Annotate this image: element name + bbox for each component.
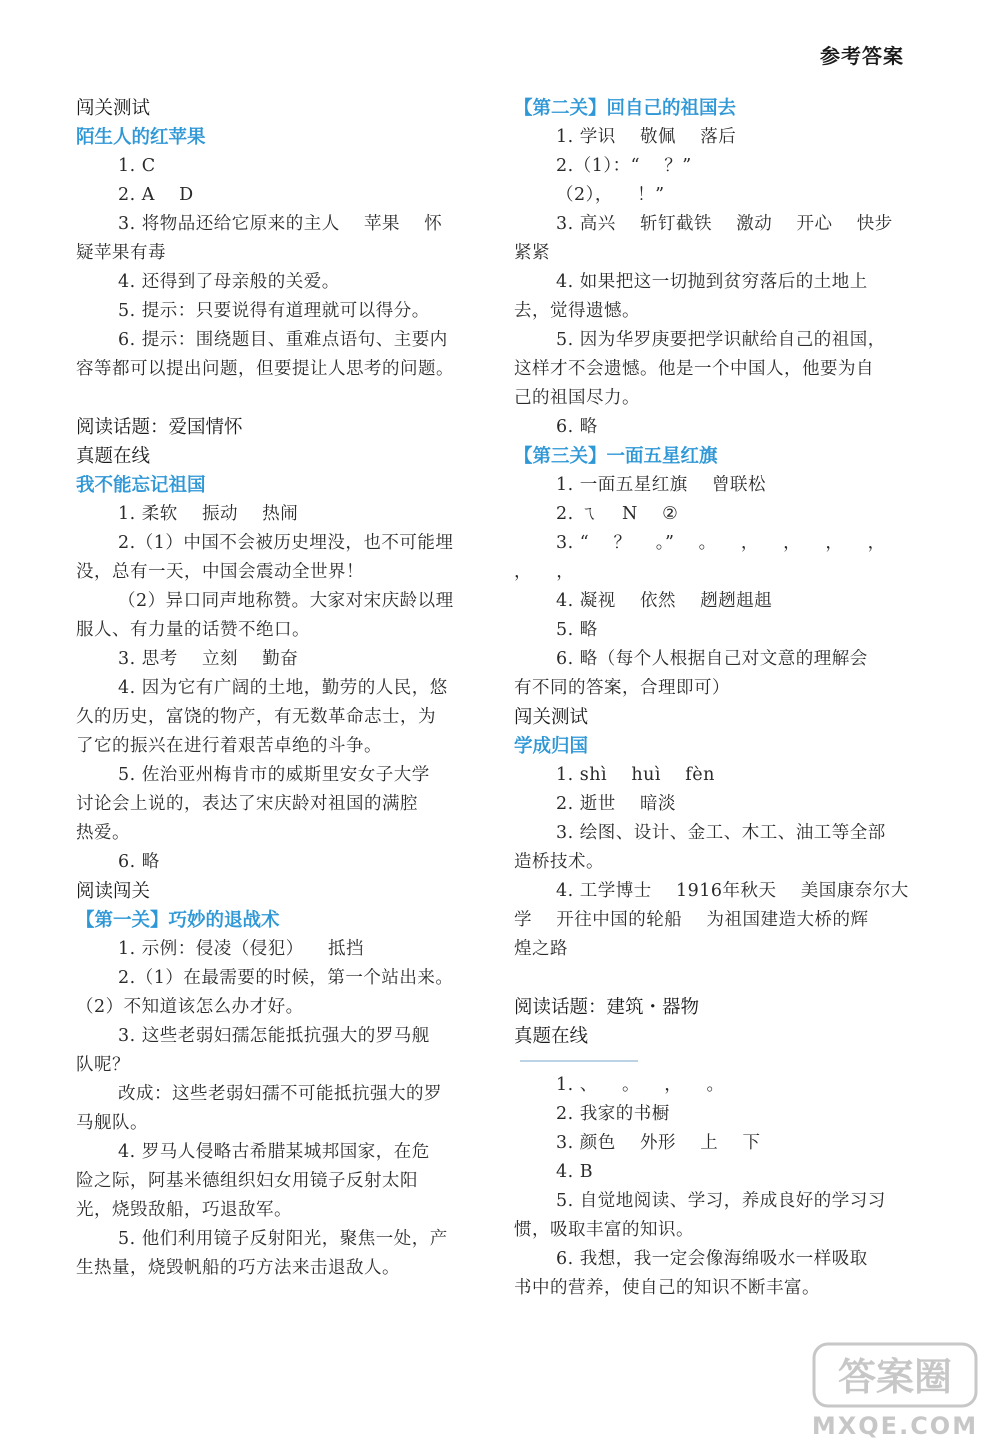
answer-line: 了它的振兴在进行着艰苦卓绝的斗争。 xyxy=(76,736,382,756)
answer-line: 2. A D xyxy=(118,185,194,205)
answer-line: 5. 因为华罗庚要把学识献给自己的祖国， xyxy=(556,330,886,350)
answer-line: 1. 示例：侵凌（侵犯） 抵挡 xyxy=(118,939,365,959)
section-heading: 闯关测试 xyxy=(76,98,151,119)
watermark-logo-text: 答案圈 xyxy=(837,1355,953,1399)
answer-line: 3. 绘图、设计、金工、木工、油工等全部 xyxy=(556,823,886,843)
page-header-title: 参考答案 xyxy=(820,44,904,68)
right-column xyxy=(514,94,912,1303)
answer-line: 1. 一面五星红旗 曾联松 xyxy=(556,475,767,495)
answer-line: 6. 提示：围绕题目、重难点语句、主要内 xyxy=(118,330,448,350)
answer-line: 3. “ ？ 。” 。 ， ， ， ， xyxy=(556,533,886,553)
answer-line: 书中的营养，使自己的知识不断丰富。 xyxy=(514,1278,820,1298)
answer-line: 1. 、 。 ， 。 xyxy=(556,1075,725,1095)
answer-line: 这样才不会遗憾。他是一个中国人，他要为自 xyxy=(514,359,874,379)
answer-line: 生热量，烧毁帆船的巧方法来击退敌人。 xyxy=(76,1258,400,1278)
answer-line: 久的历史，富饶的物产，有无数革命志士，为 xyxy=(76,707,436,727)
title-placeholder-rule xyxy=(520,1060,638,1062)
answer-line: 3. 这些老弱妇孺怎能抵抗强大的罗马舰 xyxy=(118,1026,430,1046)
story-title: 我不能忘记祖国 xyxy=(76,475,206,496)
answer-line: 5. 自觉地阅读、学习，养成良好的学习习 xyxy=(556,1191,886,1211)
section-heading: 阅读闯关 xyxy=(76,881,151,902)
answer-line: 3. 颜色 外形 上 下 xyxy=(556,1133,761,1153)
answer-line: （2）不知道该怎么办才好。 xyxy=(76,997,304,1017)
watermark-url-text: MXQE.COM xyxy=(811,1412,979,1440)
answer-line: 队呢？ xyxy=(76,1055,130,1075)
answer-line: 2. 我家的书橱 xyxy=(556,1104,670,1124)
answer-line: 疑苹果有毒 xyxy=(76,243,166,263)
answer-line: 6. 略（每个人根据自己对文意的理解会 xyxy=(556,649,868,669)
answer-line: 造桥技术。 xyxy=(514,852,604,872)
section-heading: 阅读话题：建筑・器物 xyxy=(514,997,700,1018)
answer-line: 1. C xyxy=(118,156,156,176)
answer-line: 没，总有一天，中国会震动全世界！ xyxy=(76,562,364,582)
answer-line: 4. 如果把这一切抛到贫穷落后的土地上 xyxy=(556,272,868,292)
answer-line: 去，觉得遗憾。 xyxy=(514,301,640,321)
watermark-logo xyxy=(810,1338,980,1448)
answer-line: 服人、有力量的话赞不绝口。 xyxy=(76,620,310,640)
answer-line: 5. 他们利用镜子反射阳光，聚焦一处，产 xyxy=(118,1229,448,1249)
answer-line: 1. 学识 敬佩 落后 xyxy=(556,127,737,147)
story-title: 【第二关】回自己的祖国去 xyxy=(514,98,737,119)
story-title: 学成归国 xyxy=(514,736,589,757)
answer-line: 改成：这些老弱妇孺不可能抵抗强大的罗 xyxy=(118,1084,442,1104)
answer-line: 3. 将物品还给它原来的主人 苹果 怀 xyxy=(118,214,443,234)
section-heading: 真题在线 xyxy=(76,446,151,467)
answer-line: 险之际，阿基米德组织妇女用镜子反射太阳 xyxy=(76,1171,418,1191)
answer-line: 紧紧 xyxy=(514,243,550,263)
story-title: 陌生人的红苹果 xyxy=(76,127,206,148)
answer-line: 讨论会上说的，表达了宋庆龄对祖国的满腔 xyxy=(76,794,418,814)
story-title: 【第一关】巧妙的退战术 xyxy=(76,910,280,931)
answer-line: 6. 我想，我一定会像海绵吸水一样吸取 xyxy=(556,1249,868,1269)
answer-line: 4. 凝视 依然 趔趔趄趄 xyxy=(556,591,773,611)
answer-line: 热爱。 xyxy=(76,823,130,843)
answer-line: 惯，吸取丰富的知识。 xyxy=(514,1220,694,1240)
answer-line: 5. 佐治亚州梅肯市的威斯里安女子大学 xyxy=(118,765,430,785)
answer-line: 2.（1）在最需要的时候，第一个站出来。 xyxy=(118,968,454,988)
answer-line: 2.（1）：“ ？” xyxy=(556,156,692,176)
answer-line: 容等都可以提出问题，但要提让人思考的问题。 xyxy=(76,359,454,379)
section-heading: 真题在线 xyxy=(514,1026,589,1047)
answer-line: 4. 因为它有广阔的土地，勤劳的人民，悠 xyxy=(118,678,448,698)
answer-line: 2.（1）中国不会被历史埋没，也不可能埋 xyxy=(118,533,454,553)
answer-line: 4. 还得到了母亲般的关爱。 xyxy=(118,272,340,292)
answer-line: 4. 工学博士 1916年秋天 美国康奈尔大 xyxy=(556,881,909,901)
answer-line: 学 开往中国的轮船 为祖国建造大桥的辉 xyxy=(514,910,869,930)
story-title: 【第三关】一面五星红旗 xyxy=(514,446,718,467)
answer-line: 2. ㄟ N ② xyxy=(556,504,679,524)
answer-line: ， ， xyxy=(514,562,575,582)
answer-line: 6. 略 xyxy=(118,852,160,872)
answer-line: 4. B xyxy=(556,1162,594,1182)
answer-line: 4. 罗马人侵略古希腊某城邦国家，在危 xyxy=(118,1142,430,1162)
answer-line: 2. 逝世 暗淡 xyxy=(556,794,677,814)
answer-line: 3. 高兴 斩钉截铁 激动 开心 快步 xyxy=(556,214,893,234)
answer-line: 3. 思考 立刻 勤奋 xyxy=(118,649,299,669)
answer-line: 有不同的答案，合理即可） xyxy=(514,678,730,698)
answer-line: 己的祖国尽力。 xyxy=(514,388,640,408)
answer-line: （2）异口同声地称赞。大家对宋庆龄以理 xyxy=(118,591,454,611)
answer-line: （2）， ！” xyxy=(556,185,665,205)
answer-line: 6. 略 xyxy=(556,417,598,437)
section-heading: 阅读话题：爱国情怀 xyxy=(76,417,243,438)
left-column xyxy=(76,94,476,1283)
section-heading: 闯关测试 xyxy=(514,707,589,728)
answer-line: 5. 提示：只要说得有道理就可以得分。 xyxy=(118,301,430,321)
answer-line: 马舰队。 xyxy=(76,1113,148,1133)
answer-line: 光，烧毁敌船，巧退敌军。 xyxy=(76,1200,292,1220)
answer-line: 5. 略 xyxy=(556,620,598,640)
answer-line: 1. shì huì fèn xyxy=(556,765,715,785)
answer-line: 煌之路 xyxy=(514,939,568,959)
answer-line: 1. 柔软 振动 热闹 xyxy=(118,504,299,524)
